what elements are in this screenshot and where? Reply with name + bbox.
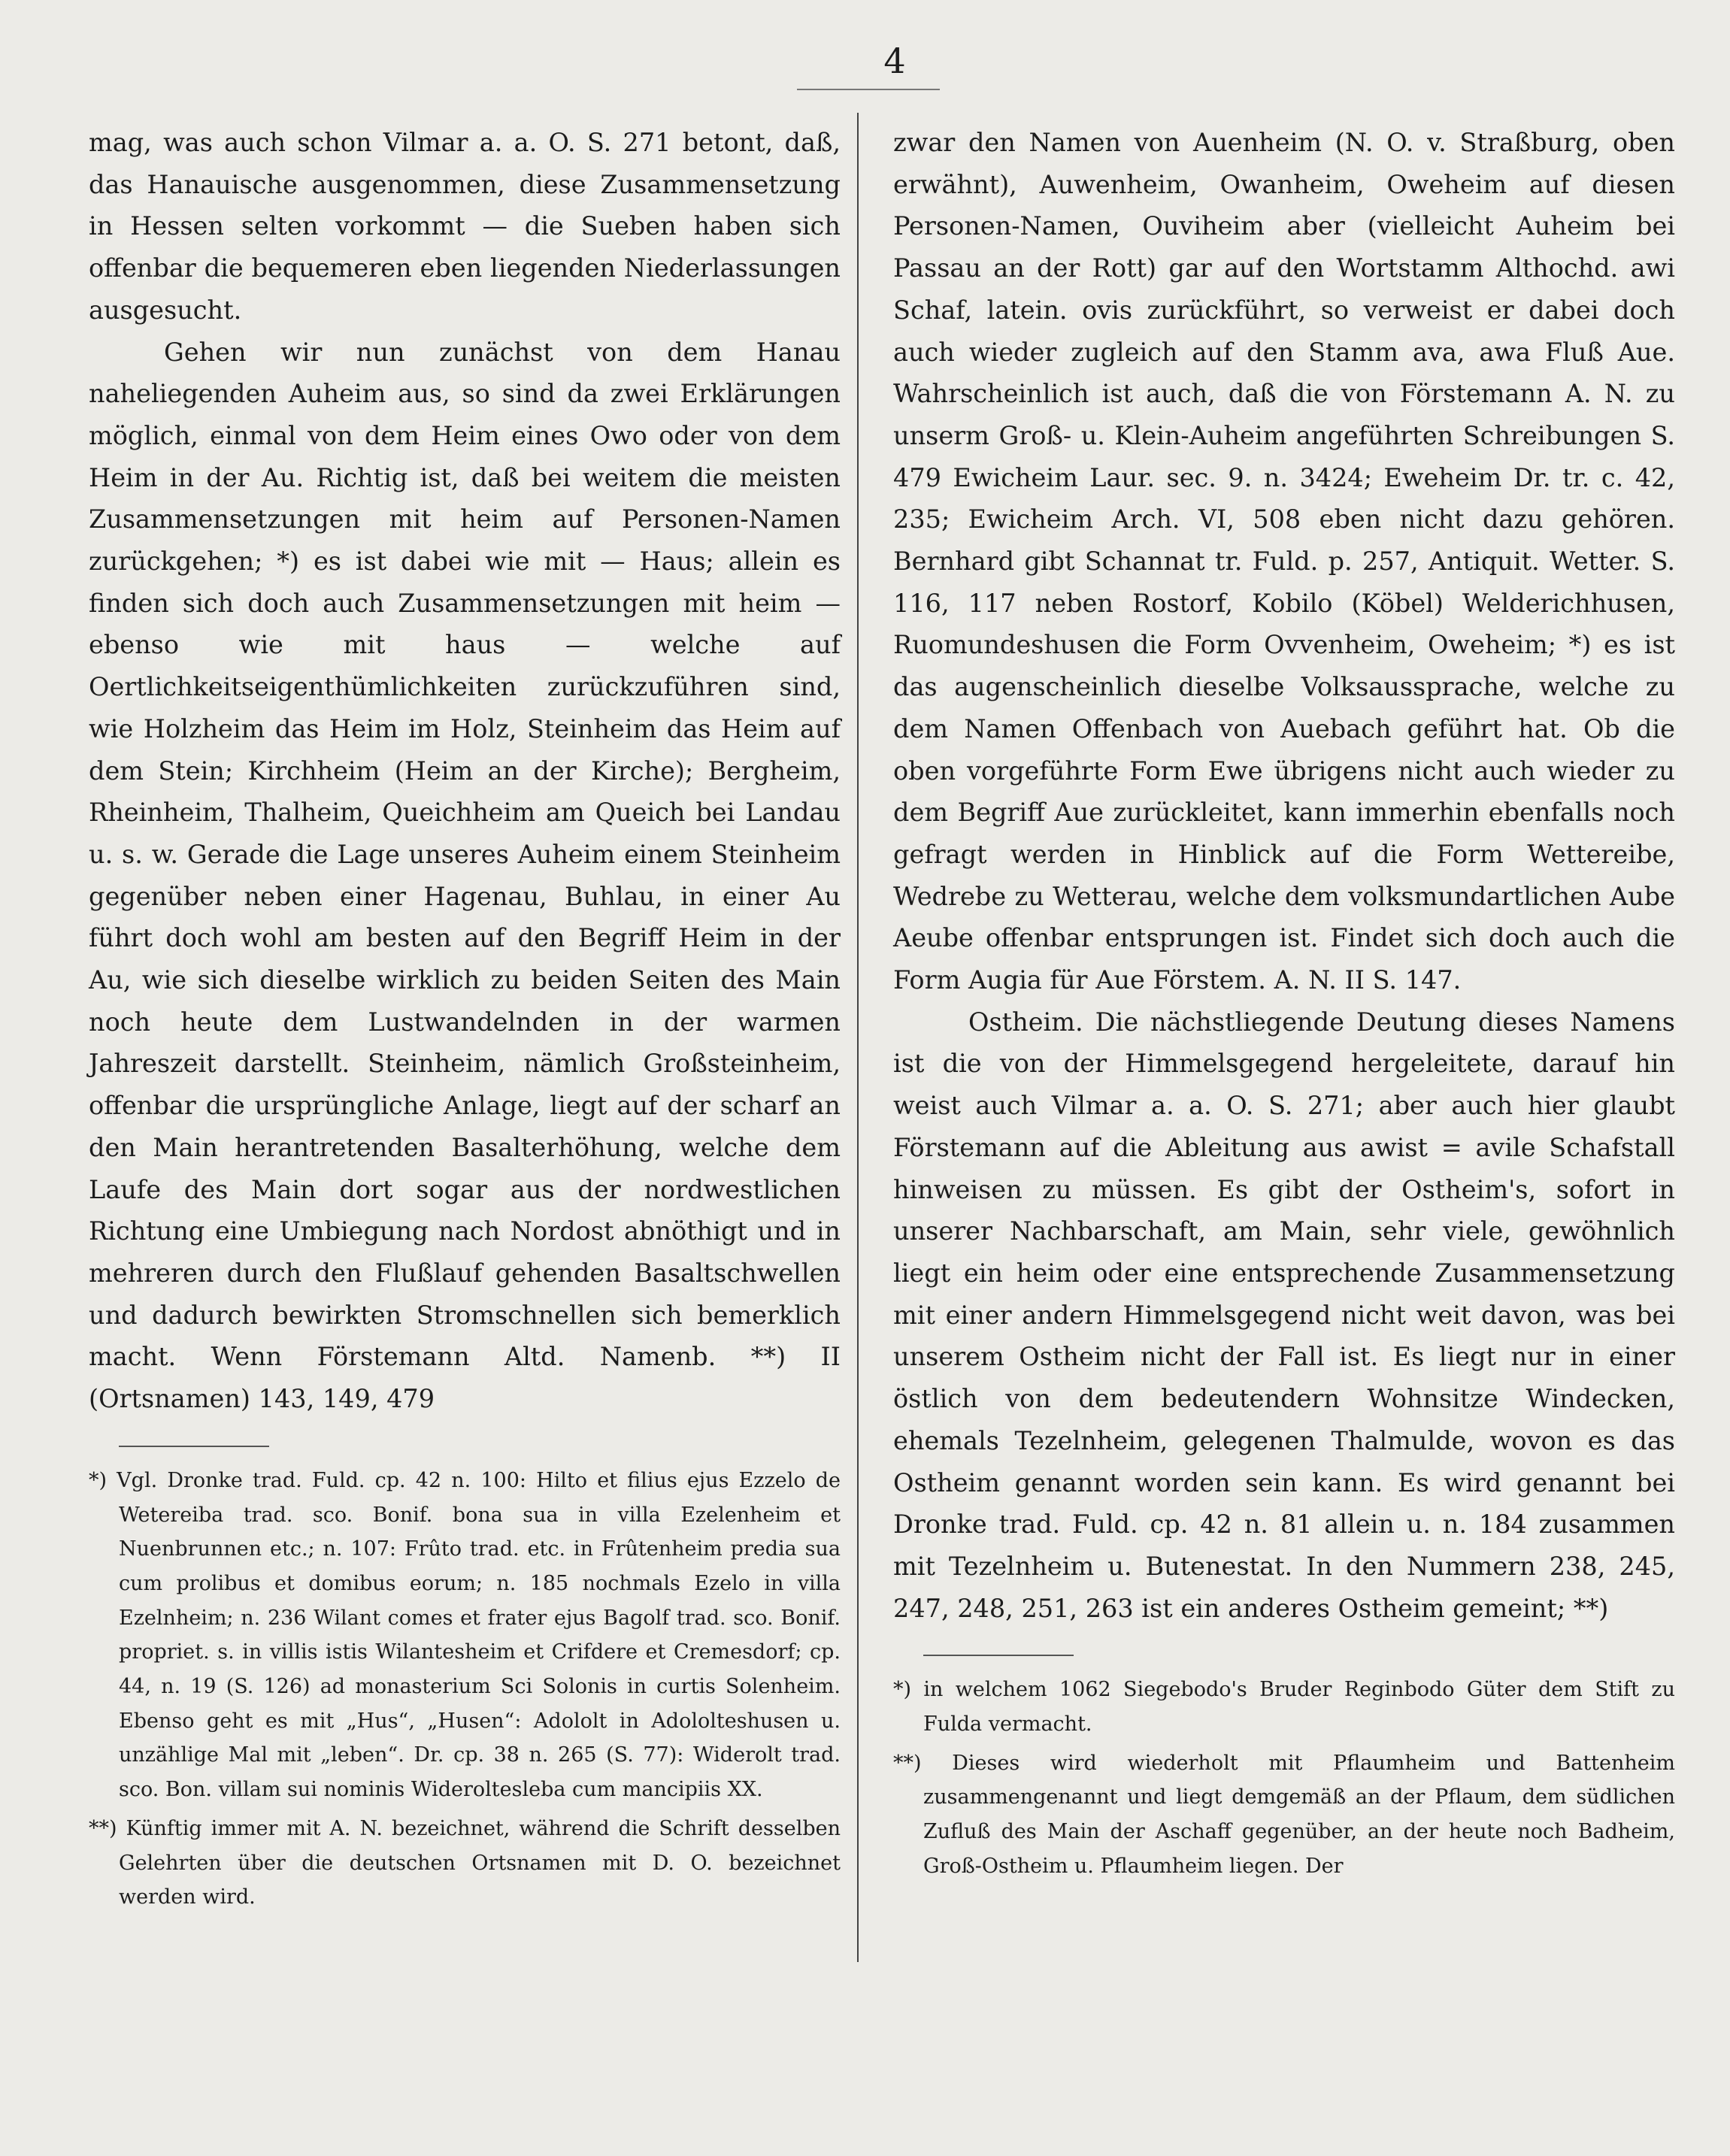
left-footnote-2: **) Künftig immer mit A. N. bezeichnet, während die Schrift desselben Gelehrten über die deutschen Ortsnamen mit D. O. bezeichnet werden wird. — [89, 1816, 841, 1909]
right-footnote-2: **) Dieses wird wiederholt mit Pflaumheim und Battenheim zusammengenannt und liegt demgemäß an der Pflaum, dem südlichen Zufluß des Main der Aschaff gegenüber, an der heute noch Badheim, Groß-Ostheim u. Pflaumheim liegen. Der — [893, 1751, 1675, 1878]
footnote-rule-left — [119, 1446, 269, 1447]
right-paragraph-1: zwar den Namen von Auenheim (N. O. v. Straßburg, oben erwähnt), Auwenheim, Owanheim, Oweheim auf diesen Personen-Namen, Ouviheim aber (vielleicht Auheim bei Passau an der Rott) gar auf den Wortstamm Althochd. awi Schaf, latein. ovis zurückführt, so verweist er dabei doch auch wieder zugleich auf den Stamm ava, awa Fluß Aue. Wahrscheinlich ist auch, daß die von Förstemann A. N. zu unserm Groß- u. Klein-Auheim angeführten Schreibungen S. 479 Ewicheim Laur. sec. 9. n. 3424; Eweheim Dr. tr. c. 42, 235; Ewicheim Arch. VI, 508 eben nicht dazu gehören. Bernhard gibt Schannat tr. Fuld. p. 257, Antiquit. Wetter. S. 116, 117 neben Rostorf, Kobilo (Köbel) Welderichhusen, Ruomundeshusen die Form Ovvenheim, Oweheim; *) es ist das augenscheinlich dieselbe Volksaussprache, welche zu dem Namen Offenbach von Auebach geführt hat. Ob die oben vorgeführte Form Ewe übrigens nicht auch wieder zu dem Begriff Aue zurückleitet, kann immerhin ebenfalls noch gefragt werden in Hinblick auf die Form Wettereibe, Wedrebe zu Wetterau, welche dem volksmundartlichen Aube Aeube offenbar entsprungen ist. Findet sich doch auch die Form Augia für Aue Förstem. A. N. II S. 147. — [893, 128, 1675, 995]
right-paragraph-2: Ostheim. Die nächstliegende Deutung dieses Namens ist die von der Himmelsgegend hergeleitete, darauf hin weist auch Vilmar a. a. O. S. 271; aber auch hier glaubt Förstemann auf die Ableitung aus awist = avile Schafstall hinweisen zu müssen. Es gibt der Ostheim's, sofort in unserer Nachbarschaft, am Main, sehr viele, gewöhnlich liegt ein heim oder eine entsprechende Zusammensetzung mit einer andern Himmelsgegend nicht weit davon, was bei unserem Ostheim nicht der Fall ist. Es liegt nur in einer östlich von dem bedeutendern Wohnsitze Windecken, ehemals Tezelnheim, gelegenen Thalmulde, wovon es das Ostheim genannt worden sein kann. Es wird genannt bei Dronke trad. Fuld. cp. 42 n. 81 allein u. n. 184 zusammen mit Tezelnheim u. Butenestat. In den Nummern 238, 245, 247, 248, 251, 263 ist ein anderes Ostheim gemeint; **) — [893, 1007, 1675, 1623]
column-divider — [857, 113, 859, 1962]
left-paragraph-2: Gehen wir nun zunächst von dem Hanau naheliegenden Auheim aus, so sind da zwei Erklärungen möglich, einmal von dem Heim eines Owo oder von dem Heim in der Au. Richtig ist, daß bei weitem die meisten Zusammensetzungen mit heim auf Personen-Namen zurückgehen; *) es ist dabei wie mit — Haus; allein es finden sich doch auch Zusammensetzungen mit heim — ebenso wie mit haus — welche auf Oertlichkeitseigenthümlichkeiten zurückzuführen sind, wie Holzheim das Heim im Holz, Steinheim das Heim auf dem Stein; Kirchheim (Heim an der Kirche); Bergheim, Rheinheim, Thalheim, Queichheim am Queich bei Landau u. s. w. Gerade die Lage unseres Auheim einem Steinheim gegenüber neben einer Hagenau, Buhlau, in einer Au führt doch wohl am besten auf den Begriff Heim in der Au, wie sich dieselbe wirklich zu beiden Seiten des Main noch heute dem Lustwandelnden in der warmen Jahreszeit darstellt. Steinheim, nämlich Großsteinheim, offenbar die ursprüngliche Anlage, liegt auf der scharf an den Main herantretenden Basalterhöhung, welche dem Laufe des Main dort sogar aus der nordwestlichen Richtung eine Umbiegung nach Nordost abnöthigt und in mehreren durch den Flußlauf gehenden Basaltschwellen und dadurch bewirkten Stromschnellen sich bemerklich macht. Wenn Förstemann Altd. Namenb. **) II (Ortsnamen) 143, 149, 479 — [89, 337, 841, 1414]
left-footnote-1: *) Vgl. Dronke trad. Fuld. cp. 42 n. 100: Hilto et filius ejus Ezzelo de Wetereiba trad. sco. Bonif. bona sua in villa Ezelenheim et Nuenbrunnen etc.; n. 107: Frûto trad. etc. in Frûtenheim predia sua cum prolibus et domibus eorum; n. 185 nochmals Ezelo in villa Ezelnheim; n. 236 Wilant comes et frater ejus Bagolf trad. sco. Bonif. propriet. s. in villis istis Wilantesheim et Crifdere et Cremesdorf; cp. 44, n. 19 (S. 126) ad monasterium Sci Solonis in curtis Solenheim. Ebenso geht es mit „Hus“, „Husen“: Adololt in Adololteshusen u. unzählige Mal mit „leben“. Dr. cp. 38 n. 265 (S. 77): Widerolt trad. sco. Bon. villam sui nominis Wideroltesleba cum mancipiis XX. — [89, 1468, 841, 1802]
header-rule — [797, 89, 940, 90]
left-paragraph-1: mag, was auch schon Vilmar a. a. O. S. 271 betont, daß, das Hanauische ausgenommen, diese Zusammensetzung in Hessen selten vorkommt — die Sueben haben sich offenbar die bequemeren eben liegenden Niederlassungen ausgesucht. — [89, 128, 841, 325]
left-column — [89, 122, 841, 1915]
footnote-rule-right — [923, 1655, 1074, 1656]
right-column — [893, 122, 1675, 1884]
page-number: 4 — [883, 41, 906, 81]
right-footnote-1: *) in welchem 1062 Siegebodo's Bruder Reginbodo Güter dem Stift zu Fulda vermacht. — [893, 1678, 1675, 1737]
